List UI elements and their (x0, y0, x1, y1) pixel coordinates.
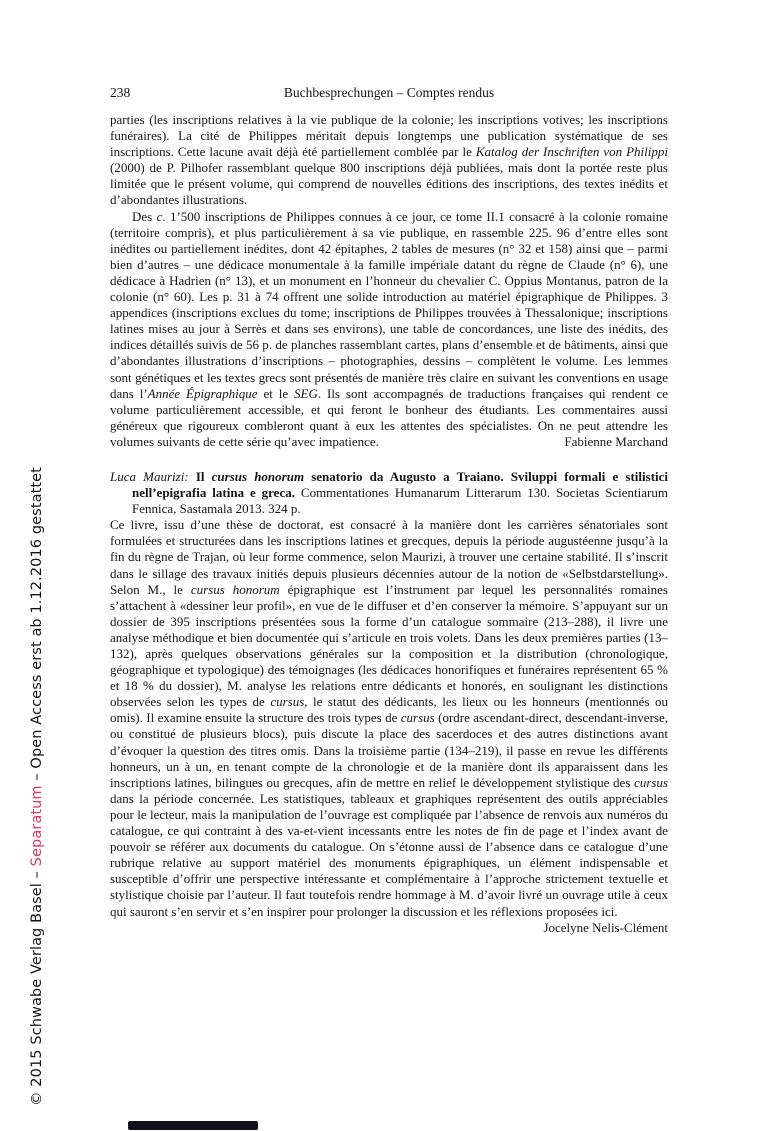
page-number: 238 (110, 85, 131, 100)
paragraph-text: Ce livre, issu d’une thèse de doctorat, est consacré à la manière dont les carrières sénatoriales sont formulées et structurées dans les inscriptions latines et grecques, depuis la période augustéenne jusqu’à la fin du règne de Trajan, où leur forme commence, selon Maurizi, à trouver une certaine stabilité. Il s’inscrit dans le sillage des travaux initiés depuis plusieurs décennies autour de la notion de «Selbstdarstellung». Selon M., le cursus honorum épigraphique est l’instrument par lequel les personnalités romaines s’attachent à «dessiner leur profil», en vue de le diffuser et d’en conserver la mémoire. S’appuyant sur un dossier de 395 inscriptions présentées sous la forme d’un catalogue sommaire (213–288), il livre une analyse méthodique et bien documentée qui s’articule en trois volets. Dans les deux premières parties (13–132), après quelques observations générales sur la composition et la distribution (chronologique, géographique et typologique) des témoignages (les dédicaces honorifiques et funéraires représentent 65 % et 18 % du dossier), M. analyse les relations entre dédicants et honorés, en soulignant les distinctions observées selon les types de cursus, le statut des dédicants, les lieux ou les honneurs (mentionnés ou omis). Il examine ensuite la structure des trois types de cursus (ordre ascendant-direct, descendant-inverse, ou constitué de plusieurs blocs), puis discute la place des sacerdoces et des autres distinctions avant d’évoquer la question des titres omis. Dans la troisième partie (134–219), il passe en revue les différents honneurs, un à un, en tenant compte de la chronologie et de la manière dont ils apparaissent dans les inscriptions latines, bilingues ou grecques, afin de mettre en relief le développement stylistique des cursus dans la période concernée. Les statistiques, tableaux et graphiques représentent des outils appréciables pour le lecteur, mais la manipulation de l’ouvrage est compliquée par l’absence de renvois aux numéros du catalogue, ce qui contraint à des va-et-vient incessants entre les notes de fin de page et l’index avant de pouvoir se référer aux documents du catalogue. On s’étonne aussi de l’absence dans ce catalogue d’une rubrique relative au support matériel des monuments épigraphiques, un élément indispensable et susceptible d’offrir une perspective intéressante et complémentaire à l’approche strictement textuelle et stylistique choisie par l’auteur. Il faut toutefois rendre hommage à M. d’avoir livré un ouvrage utile à ceux qui sauront s’en servir et s’en inspirer pour prolonger la discussion et les réflexions proposées ici. (110, 517, 668, 919)
separatum-label: Separatum (29, 785, 45, 867)
review-heading (110, 469, 668, 517)
reviewer-signature: Jocelyne Nelis-Clément (543, 919, 668, 935)
bottom-bar (128, 1121, 258, 1130)
review-body (110, 517, 668, 935)
copyright-prefix: © 2015 Schwabe Verlag Basel – (29, 866, 45, 1106)
review-paragraph-continuation (110, 112, 668, 209)
sidebar-copyright (29, 467, 45, 1106)
text-column (110, 84, 668, 936)
review-maurizi (110, 468, 669, 935)
review-paragraph (110, 209, 668, 450)
paragraph-text: parties (les inscriptions relatives à la vie publique de la colonie; les inscriptions votives; les inscriptions funéraires). La cité de Philippes méritait depuis longtemps une publication systématique de ses inscriptions. Cette lacune avait déjà été partiellement comblée par le Katalog der Inschriften von Philippi (2000) de P. Pilhofer rassemblant quelque 800 inscriptions déjà publiées, mais dont la portée reste plus limitée que le présent volume, qui comprend de nouvelles éditions des inscriptions, des textes inédits et d’abondantes illustrations. (110, 112, 668, 208)
page-header (110, 84, 668, 101)
running-title: Buchbesprechungen – Comptes rendus (283, 85, 495, 100)
review-end-marchand (110, 112, 668, 450)
reviewer-signature: Fabienne Marchand (564, 433, 668, 449)
heading-text: Luca Maurizi: Il cursus honorum senatorio da Augusto a Traiano. Sviluppi formali e stilistici nell’epigrafia latina e greca. Commentationes Humanarum Litterarum 130. Societas Scientiarum Fennica, Sastamala 2013. 324 p. (110, 468, 669, 517)
paragraph-text: Des c. 1’500 inscriptions de Philippes connues à ce jour, ce tome II.1 consacré à la colonie romaine (territoire compris), et plus particulièrement à sa vie publique, en rassemble 225. 96 d’entre elles sont inédites ou partiellement inédites, dont 42 épitaphes, 2 tables de mesures (n° 32 et 158) ainsi que – parmi bien d’autres – une dédicace monumentale à la famille impériale datant du règne de Claude (n° 6), une dédicace à Hadrien (n° 13), et un monument en l’honneur du chevalier C. Oppius Montanus, patron de la colonie (n° 60). Les p. 31 à 74 offrent une solide introduction au matériel épigraphique de Philippes. 3 appendices (inscriptions exclues du tome; inscriptions de Philippes trouvées à Thessalonique; inscriptions latines mises au jour à Serrès et dans ses environs), une table de concordances, une liste des inédits, des indices détaillés suivis de 56 p. de planches rassemblant cartes, plans d’ensemble et de bâtiments, ainsi que d’abondantes illustrations d’inscriptions – photographies, dessins – complètent le volume. Les lemmes sont génétiques et les textes grecs sont présentés de manière très claire en suivant les conventions en usage dans l’Année Épigraphique et le SEG. Ils sont accompagnés de traductions françaises qui rendent ce volume particulièrement accessible, et qui feront le bonheur des étudiants. Les commentaires aussi généreux que rigoureux combleront quant à eux les attentes des spécialistes. On ne peut attendre les volumes suivants de cette série qu’avec impatience. (110, 208, 669, 449)
copyright-suffix: – Open Access erst ab 1.12.2016 gestattet (29, 467, 45, 786)
